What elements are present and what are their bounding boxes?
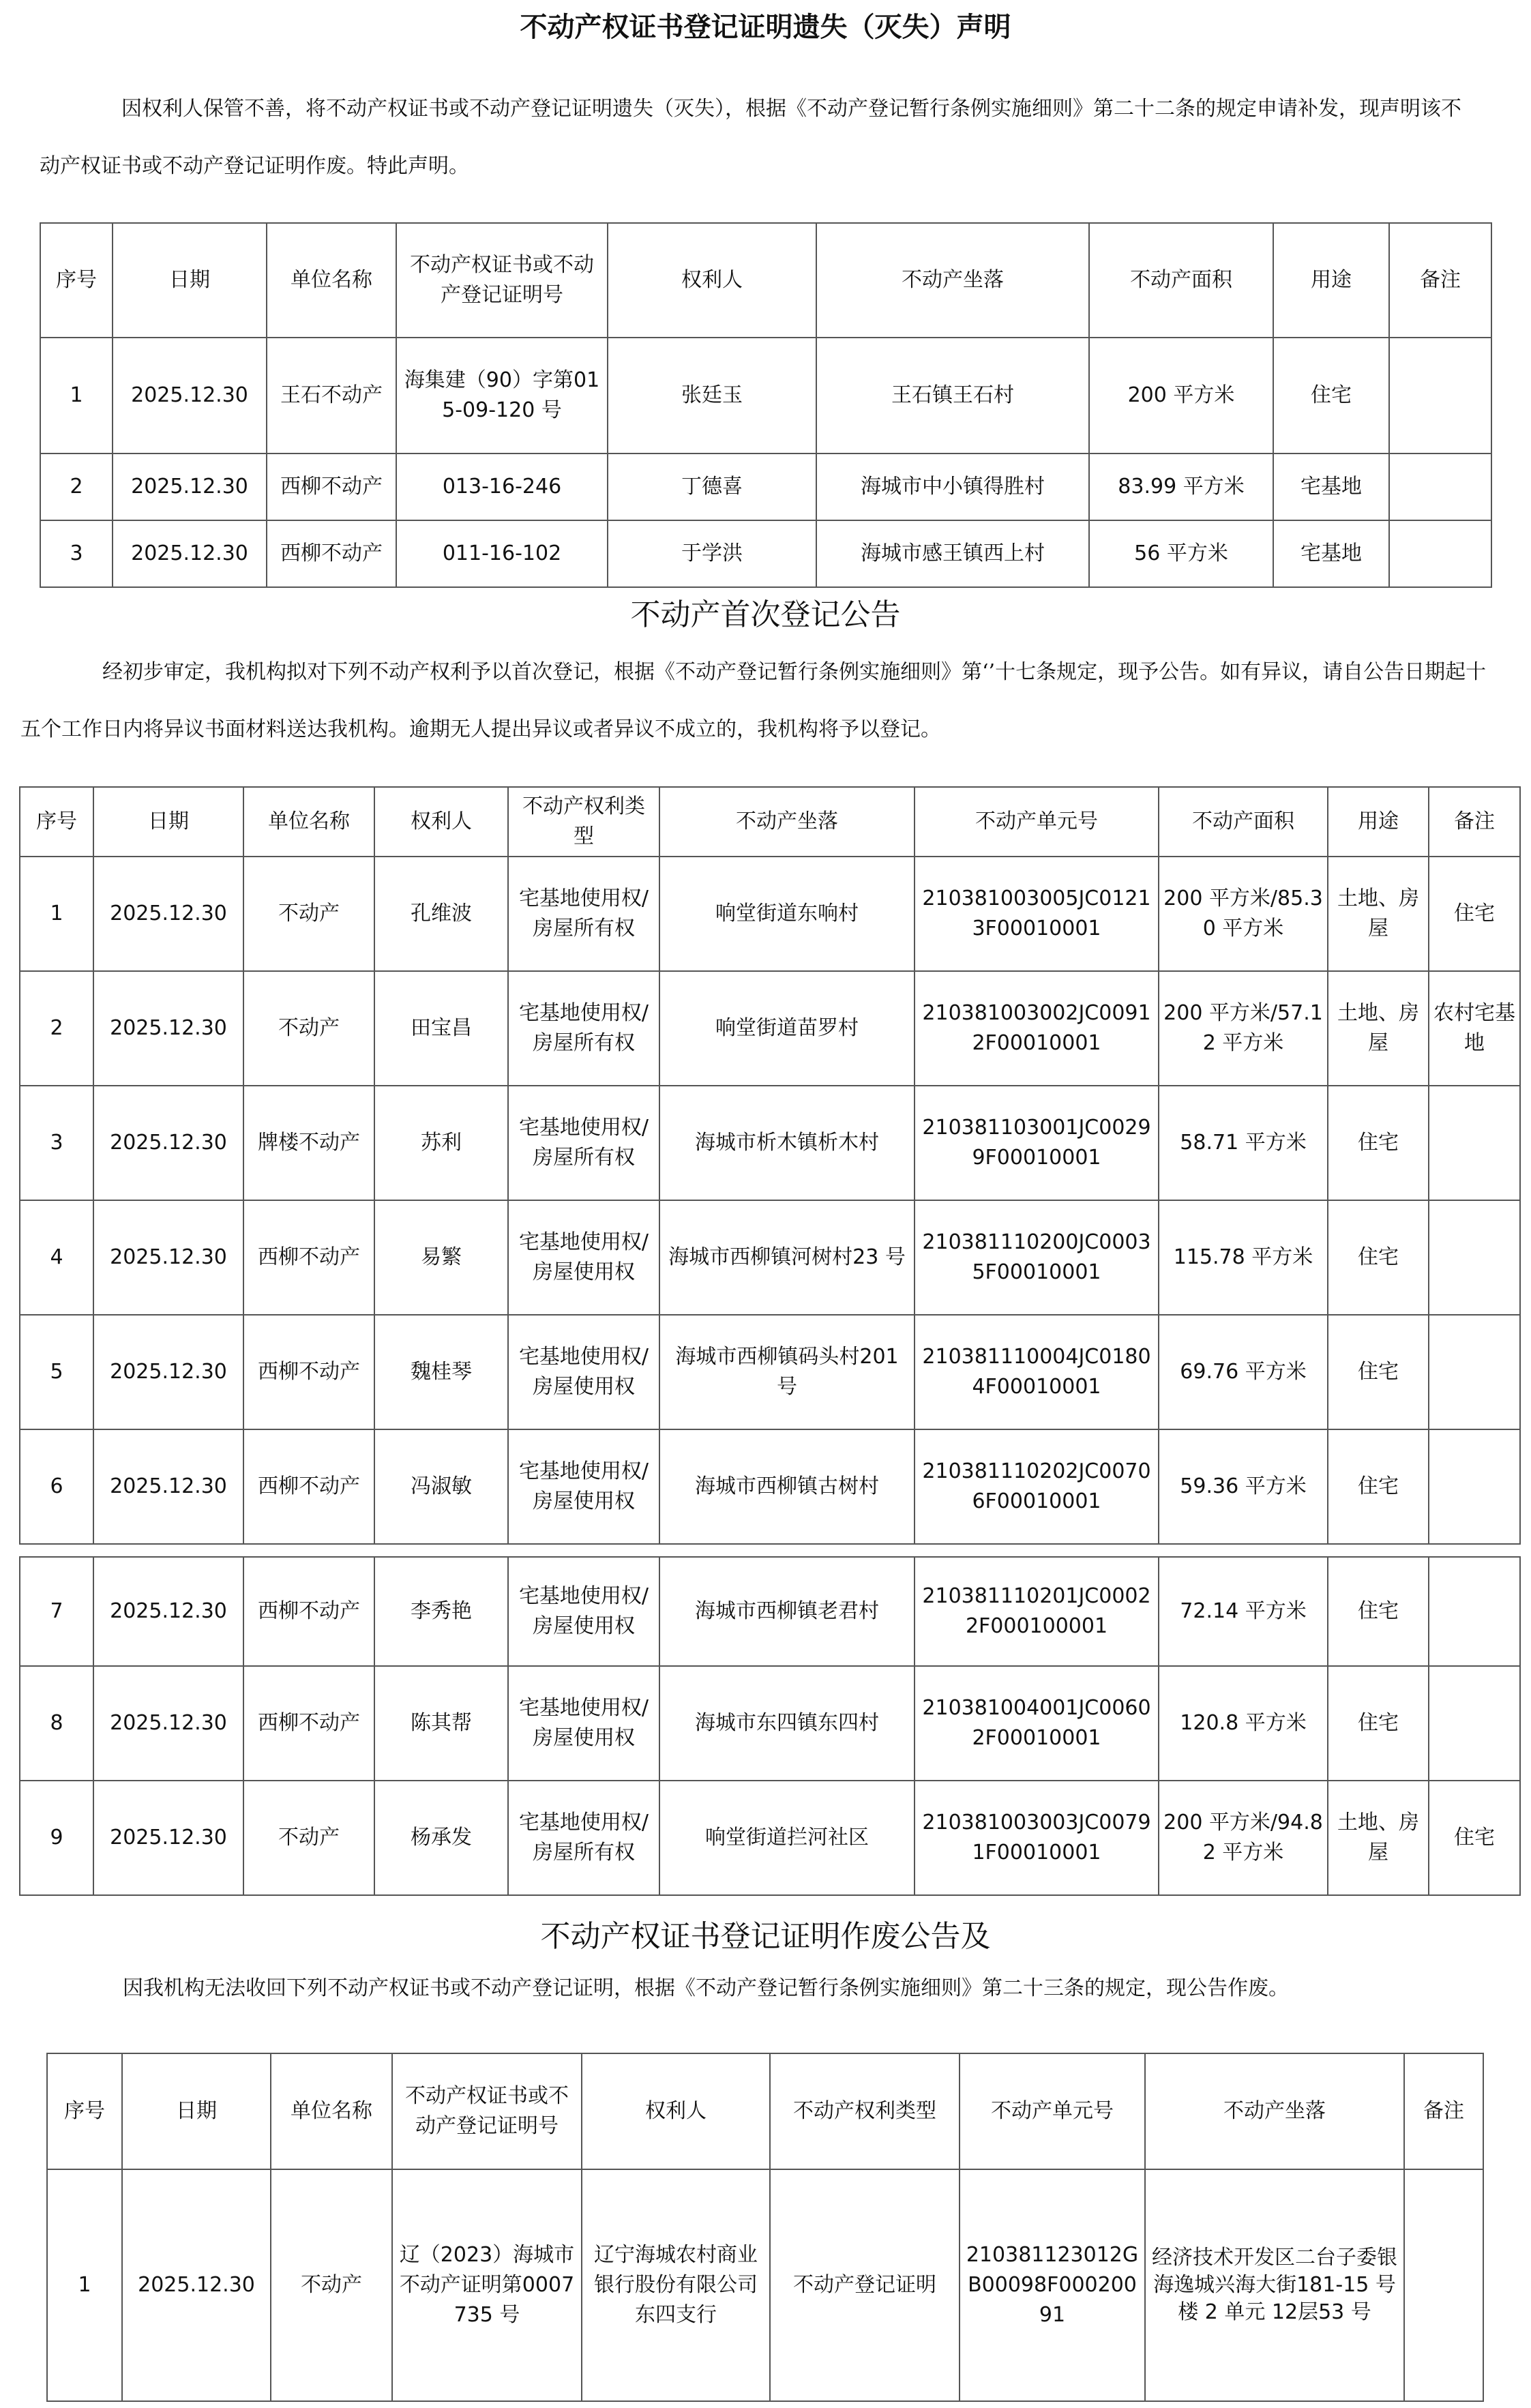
table-cell: 宅基地使用权/房屋所有权: [508, 1086, 659, 1200]
table-cell: [1389, 338, 1491, 454]
table-cell: 住宅: [1328, 1666, 1429, 1781]
s2-header-cell: 用途: [1328, 787, 1429, 857]
table-cell: 2025.12.30: [113, 454, 267, 520]
table-cell: 响堂街道苗罗村: [659, 971, 915, 1086]
table-cell: [1429, 1086, 1520, 1200]
table-cell: 9: [20, 1781, 93, 1895]
table-row: [40, 338, 1491, 454]
table-cell: 115.78 平方米: [1159, 1200, 1328, 1315]
table-cell: 易繁: [374, 1200, 508, 1315]
table-cell: 响堂街道东响村: [659, 857, 915, 971]
table-cell: 住宅: [1328, 1557, 1429, 1666]
table-cell: [1429, 1666, 1520, 1781]
table-cell: 宅基地: [1273, 454, 1389, 520]
table-row: [20, 1557, 1520, 1666]
table-cell: 210381110004JC01804F00010001: [915, 1315, 1159, 1429]
table-cell: 7: [20, 1557, 93, 1666]
table-cell: 西柳不动产: [243, 1200, 374, 1315]
table-cell: 孔维波: [374, 857, 508, 971]
s2-header-cell: 不动产坐落: [659, 787, 915, 857]
table-cell: 不动产: [243, 857, 374, 971]
table-cell: 2025.12.30: [113, 520, 267, 587]
table-row: [20, 1315, 1520, 1429]
s2-header-cell: 序号: [20, 787, 93, 857]
s1-header-cell: 不动产坐落: [816, 223, 1089, 338]
table-cell: 宅基地使用权/房屋使用权: [508, 1429, 659, 1544]
table-cell: [1429, 1315, 1520, 1429]
table-row: [20, 1666, 1520, 1781]
table-cell: 2025.12.30: [93, 1557, 243, 1666]
table-cell: 200 平方米/57.12 平方米: [1159, 971, 1328, 1086]
table-cell: 王石不动产: [267, 338, 396, 454]
table-cell: 2025.12.30: [122, 2169, 271, 2401]
table-row: [40, 454, 1491, 520]
s2-header-row: [20, 787, 1520, 857]
table-cell: 海城市中小镇得胜村: [816, 454, 1089, 520]
table-cell: 魏桂琴: [374, 1315, 508, 1429]
table-cell: 2025.12.30: [113, 338, 267, 454]
table-cell: 住宅: [1273, 338, 1389, 454]
table-cell: 210381110201JC00022F000100001: [915, 1557, 1159, 1666]
table-cell: 2025.12.30: [93, 1781, 243, 1895]
s1-table: [40, 222, 1492, 588]
table-cell: 不动产登记证明: [770, 2169, 960, 2401]
table-cell: 210381103001JC00299F00010001: [915, 1086, 1159, 1200]
s1-header-cell: 权利人: [608, 223, 816, 338]
s1-header-cell: 单位名称: [267, 223, 396, 338]
table-cell: 2025.12.30: [93, 1666, 243, 1781]
table-cell: 210381003002JC00912F00010001: [915, 971, 1159, 1086]
table-cell: 011-16-102: [396, 520, 608, 587]
table-cell: 辽宁海城农村商业银行股份有限公司东四支行: [582, 2169, 770, 2401]
table-cell: 西柳不动产: [267, 454, 396, 520]
table-cell: 宅基地使用权/房屋所有权: [508, 971, 659, 1086]
table-cell: 海集建（90）字第015-09-120 号: [396, 338, 608, 454]
table-cell: 张廷玉: [608, 338, 816, 454]
s1-header-cell: 用途: [1273, 223, 1389, 338]
s3-title: 不动产权证书登记证明作废公告及: [540, 1919, 991, 1954]
table-cell: 210381003005JC01213F00010001: [915, 857, 1159, 971]
table-cell: 210381110202JC00706F00010001: [915, 1429, 1159, 1544]
s3-header-cell: 不动产权证书或不动产登记证明号: [392, 2053, 582, 2169]
table-cell: 响堂街道拦河社区: [659, 1781, 915, 1895]
s1-title: 不动产权证书登记证明遗失（灭失）声明: [520, 12, 1011, 43]
s3-header-cell: 不动产权利类型: [770, 2053, 960, 2169]
table-row: [20, 857, 1520, 971]
s3-header-cell: 日期: [122, 2053, 271, 2169]
table-row: [20, 1429, 1520, 1544]
table-cell: 013-16-246: [396, 454, 608, 520]
table-cell: 李秀艳: [374, 1557, 508, 1666]
table-row: [47, 2169, 1483, 2401]
table-cell: [1429, 1557, 1520, 1666]
table-cell: 56 平方米: [1089, 520, 1273, 587]
s2-header-cell: 单位名称: [243, 787, 374, 857]
table-cell: 海城市西柳镇古树村: [659, 1429, 915, 1544]
table-cell: 于学洪: [608, 520, 816, 587]
table-cell: 58.71 平方米: [1159, 1086, 1328, 1200]
table-row: [20, 1086, 1520, 1200]
table-cell: 210381123012GB00098F00020091: [960, 2169, 1145, 2401]
table-cell: 69.76 平方米: [1159, 1315, 1328, 1429]
s3-header-cell: 单位名称: [271, 2053, 392, 2169]
table-cell: 5: [20, 1315, 93, 1429]
table-cell: [1404, 2169, 1483, 2401]
table-cell: 2025.12.30: [93, 971, 243, 1086]
table-cell: 牌楼不动产: [243, 1086, 374, 1200]
table-cell: 4: [20, 1200, 93, 1315]
table-cell: 住宅: [1328, 1086, 1429, 1200]
table-cell: 宅基地: [1273, 520, 1389, 587]
s2-table-a: [19, 786, 1521, 1545]
s1-header-cell: 不动产面积: [1089, 223, 1273, 338]
table-cell: 住宅: [1328, 1200, 1429, 1315]
table-cell: 2025.12.30: [93, 1200, 243, 1315]
s1-header-cell: 不动产权证书或不动产登记证明号: [396, 223, 608, 338]
table-cell: 210381003003JC00791F00010001: [915, 1781, 1159, 1895]
table-cell: 6: [20, 1429, 93, 1544]
table-cell: 200 平方米: [1089, 338, 1273, 454]
table-cell: 宅基地使用权/房屋使用权: [508, 1200, 659, 1315]
table-cell: 西柳不动产: [243, 1315, 374, 1429]
table-cell: 2025.12.30: [93, 1315, 243, 1429]
table-cell: 王石镇王石村: [816, 338, 1089, 454]
table-row: [20, 1781, 1520, 1895]
table-cell: 冯淑敏: [374, 1429, 508, 1544]
s3-header-row: [47, 2053, 1483, 2169]
s1-header-row: [40, 223, 1491, 338]
table-cell: 宅基地使用权/房屋所有权: [508, 1781, 659, 1895]
table-cell: 210381004001JC00602F00010001: [915, 1666, 1159, 1781]
table-row: [20, 1200, 1520, 1315]
s1-header-cell: 备注: [1389, 223, 1491, 338]
table-cell: 海城市西柳镇码头村201 号: [659, 1315, 915, 1429]
table-cell: 200 平方米/94.82 平方米: [1159, 1781, 1328, 1895]
s3-table: [46, 2053, 1484, 2402]
table-cell: 杨承发: [374, 1781, 508, 1895]
s2-header-cell: 权利人: [374, 787, 508, 857]
table-cell: 住宅: [1328, 1315, 1429, 1429]
s2-paragraph: 经初步审定，我机构拟对下列不动产权利予以首次登记，根据《不动产登记暂行条例实施细则》第‘’十七条规定，现予公告。如有异议，请自公告日期起十五个工作日内将异议书面材料送达我机构。逾期无人提出异议或者异议不成立的，我机构将予以登记。: [20, 660, 1487, 741]
table-cell: 西柳不动产: [243, 1557, 374, 1666]
s2-header-cell: 日期: [93, 787, 243, 857]
s3-header-cell: 序号: [47, 2053, 122, 2169]
table-cell: 8: [20, 1666, 93, 1781]
table-cell: 农村宅基地: [1429, 971, 1520, 1086]
table-cell: 2: [20, 971, 93, 1086]
table-cell: 西柳不动产: [267, 520, 396, 587]
table-cell: 田宝昌: [374, 971, 508, 1086]
table-cell: 210381110200JC00035F00010001: [915, 1200, 1159, 1315]
s1-paragraph: 因权利人保管不善，将不动产权证书或不动产登记证明遗失（灭失），根据《不动产登记暂行条例实施细则》第二十二条的规定申请补发，现声明该不动产权证书或不动产登记证明作废。特此声明。: [40, 97, 1461, 178]
table-cell: 2025.12.30: [93, 1429, 243, 1544]
table-cell: 西柳不动产: [243, 1429, 374, 1544]
table-cell: 住宅: [1328, 1429, 1429, 1544]
s1-header-cell: 日期: [113, 223, 267, 338]
table-cell: 海城市析木镇析木村: [659, 1086, 915, 1200]
table-cell: 住宅: [1429, 1781, 1520, 1895]
table-cell: 住宅: [1429, 857, 1520, 971]
table-row: [40, 520, 1491, 587]
table-cell: 海城市感王镇西上村: [816, 520, 1089, 587]
table-cell: 海城市西柳镇河树村23 号: [659, 1200, 915, 1315]
table-cell: 丁德喜: [608, 454, 816, 520]
table-cell: 土地、房屋: [1328, 857, 1429, 971]
table-cell: 200 平方米/85.30 平方米: [1159, 857, 1328, 971]
s2-header-cell: 不动产权利类型: [508, 787, 659, 857]
table-cell: [1429, 1200, 1520, 1315]
table-cell: 1: [20, 857, 93, 971]
table-cell: [1429, 1429, 1520, 1544]
table-cell: 1: [47, 2169, 122, 2401]
s3-header-cell: 备注: [1404, 2053, 1483, 2169]
s2-header-cell: 不动产单元号: [915, 787, 1159, 857]
table-cell: 宅基地使用权/房屋使用权: [508, 1666, 659, 1781]
s3-header-cell: 权利人: [582, 2053, 770, 2169]
table-cell: 海城市东四镇东四村: [659, 1666, 915, 1781]
table-cell: 经济技术开发区二台子委银海逸城兴海大街181-15 号楼 2 单元 12层53 号: [1145, 2169, 1404, 2401]
s2-header-cell: 不动产面积: [1159, 787, 1328, 857]
table-cell: 72.14 平方米: [1159, 1557, 1328, 1666]
table-cell: 不动产: [271, 2169, 392, 2401]
table-cell: 2025.12.30: [93, 857, 243, 971]
table-cell: 海城市西柳镇老君村: [659, 1557, 915, 1666]
table-cell: 3: [40, 520, 113, 587]
table-row: [20, 971, 1520, 1086]
table-cell: 1: [40, 338, 113, 454]
table-cell: 59.36 平方米: [1159, 1429, 1328, 1544]
table-cell: 不动产: [243, 971, 374, 1086]
table-cell: 宅基地使用权/房屋所有权: [508, 857, 659, 971]
s2-table-b: [19, 1556, 1521, 1896]
table-cell: 83.99 平方米: [1089, 454, 1273, 520]
table-cell: 苏利: [374, 1086, 508, 1200]
table-cell: 宅基地使用权/房屋使用权: [508, 1557, 659, 1666]
s1-header-cell: 序号: [40, 223, 113, 338]
table-cell: [1389, 454, 1491, 520]
table-cell: 120.8 平方米: [1159, 1666, 1328, 1781]
table-cell: 土地、房屋: [1328, 971, 1429, 1086]
table-cell: 辽（2023）海城市不动产证明第0007735 号: [392, 2169, 582, 2401]
s2-header-cell: 备注: [1429, 787, 1520, 857]
table-cell: 宅基地使用权/房屋使用权: [508, 1315, 659, 1429]
s3-header-cell: 不动产坐落: [1145, 2053, 1404, 2169]
table-cell: 不动产: [243, 1781, 374, 1895]
table-cell: 2025.12.30: [93, 1086, 243, 1200]
table-cell: 土地、房屋: [1328, 1781, 1429, 1895]
table-cell: [1389, 520, 1491, 587]
table-cell: 陈其帮: [374, 1666, 508, 1781]
table-cell: 西柳不动产: [243, 1666, 374, 1781]
s3-paragraph: 因我机构无法收回下列不动产权证书或不动产登记证明，根据《不动产登记暂行条例实施细则》第二十三条的规定，现公告作废。: [123, 1976, 1289, 2000]
s2-title: 不动产首次登记公告: [630, 597, 901, 632]
table-cell: 3: [20, 1086, 93, 1200]
s3-header-cell: 不动产单元号: [960, 2053, 1145, 2169]
table-cell: 2: [40, 454, 113, 520]
